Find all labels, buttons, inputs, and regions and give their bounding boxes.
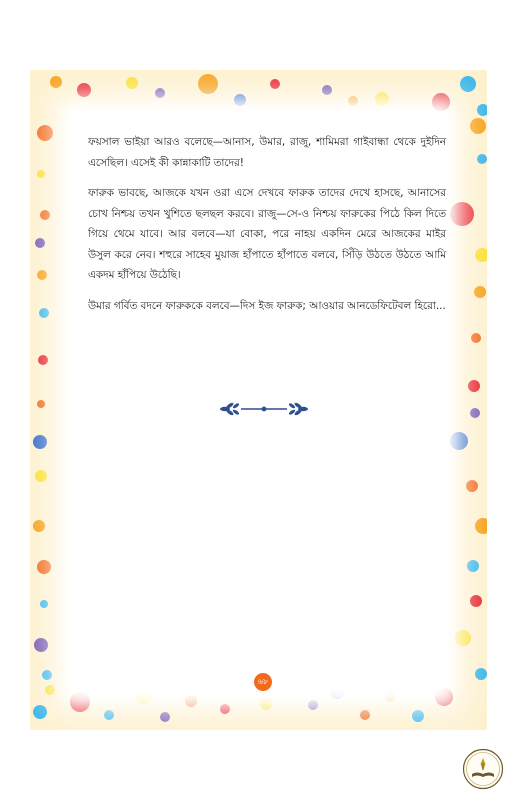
confetti-dot <box>37 560 51 574</box>
confetti-dot <box>77 83 91 97</box>
confetti-dot <box>37 400 45 408</box>
story-text <box>88 132 446 326</box>
confetti-dot <box>34 638 48 652</box>
confetti-dot <box>450 432 468 450</box>
confetti-dot <box>37 170 45 178</box>
confetti-dot <box>37 125 53 141</box>
laurel-ornament-icon <box>219 400 309 418</box>
confetti-dot <box>468 380 480 392</box>
confetti-dot <box>470 408 480 418</box>
confetti-dot <box>322 85 332 95</box>
paragraph-3: উমার গর্বিত বদনে ফারুককে বলবে—দিস ইজ ফারুক; আওয়ার আনডেফিটেবল হিরো... <box>88 299 446 312</box>
confetti-dot <box>360 710 370 720</box>
confetti-dot <box>460 76 476 92</box>
paragraph-1: ফয়সাল ভাইয়া আরও বলেছে—আনাস, উমার, রাজু, শামিমরা গাইবান্ধা থেকে দুইদিন এসেছিল। এসেই কী কান্নাকাটি তাদের! <box>88 136 446 169</box>
confetti-dot <box>45 685 55 695</box>
confetti-dot <box>475 668 487 680</box>
confetti-dot <box>375 92 389 106</box>
confetti-dot <box>220 704 230 714</box>
confetti-dot <box>39 308 49 318</box>
confetti-dot <box>475 248 487 262</box>
confetti-dot <box>330 685 344 699</box>
page-number-badge: ৬৮ <box>254 673 272 691</box>
confetti-dot <box>348 96 358 106</box>
confetti-dot <box>42 670 52 680</box>
book-pen-logo-icon <box>462 748 504 790</box>
confetti-dot <box>260 698 272 710</box>
confetti-dot <box>198 74 218 94</box>
confetti-dot <box>455 630 471 646</box>
confetti-dot <box>104 710 114 720</box>
confetti-dot <box>234 94 246 106</box>
confetti-dot <box>35 470 47 482</box>
confetti-dot <box>450 202 474 226</box>
confetti-dot <box>470 595 482 607</box>
confetti-dot <box>160 712 170 722</box>
confetti-dot <box>33 435 47 449</box>
confetti-dot <box>70 692 90 712</box>
confetti-dot <box>477 104 487 116</box>
confetti-dot <box>470 118 486 134</box>
confetti-dot <box>412 710 424 722</box>
paragraph-2: ফারুক ভাবছে, আজকে যখন ওরা এসে দেখবে ফারুক তাদের দেখে হাসছে, আনাসের চোখ নিশ্চয় তখন খুশিতে ছলছল করবে। রাজু—সে-ও নিশ্চয় ফারুকের পিঠে কিল দিতে গিয়ে থেমে যাবে। আর বলবে—যা বোকা, পরে নাহয় একদিন মেরে আজকের মাইর উসুল করে নেব। শহুরে সাহেব মুয়াজ হাঁপাতে হাঁপাতে বলবে, সিঁড়ি উঠতে উঠতে আমি একদম হাঁপিয়ে উঠেছি। <box>88 187 446 281</box>
confetti-dot <box>467 560 479 572</box>
confetti-dot <box>308 700 318 710</box>
confetti-dot <box>477 154 487 164</box>
confetti-dot <box>37 270 47 280</box>
confetti-dot <box>126 77 138 89</box>
confetti-dot <box>33 705 47 719</box>
confetti-dot <box>471 333 481 343</box>
confetti-dot <box>270 79 280 89</box>
confetti-dot <box>185 695 197 707</box>
confetti-dot <box>475 518 487 534</box>
confetti-dot <box>155 88 165 98</box>
confetti-dot <box>35 238 45 248</box>
confetti-dot <box>40 600 48 608</box>
confetti-dot <box>432 93 450 111</box>
confetti-dot <box>33 520 45 532</box>
confetti-dot <box>385 692 395 702</box>
confetti-dot <box>474 286 486 298</box>
confetti-dot <box>466 480 478 492</box>
confetti-dot <box>40 210 50 220</box>
confetti-dot <box>135 688 151 704</box>
confetti-dot <box>50 76 62 88</box>
confetti-dot <box>435 688 453 706</box>
confetti-dot <box>38 355 48 365</box>
